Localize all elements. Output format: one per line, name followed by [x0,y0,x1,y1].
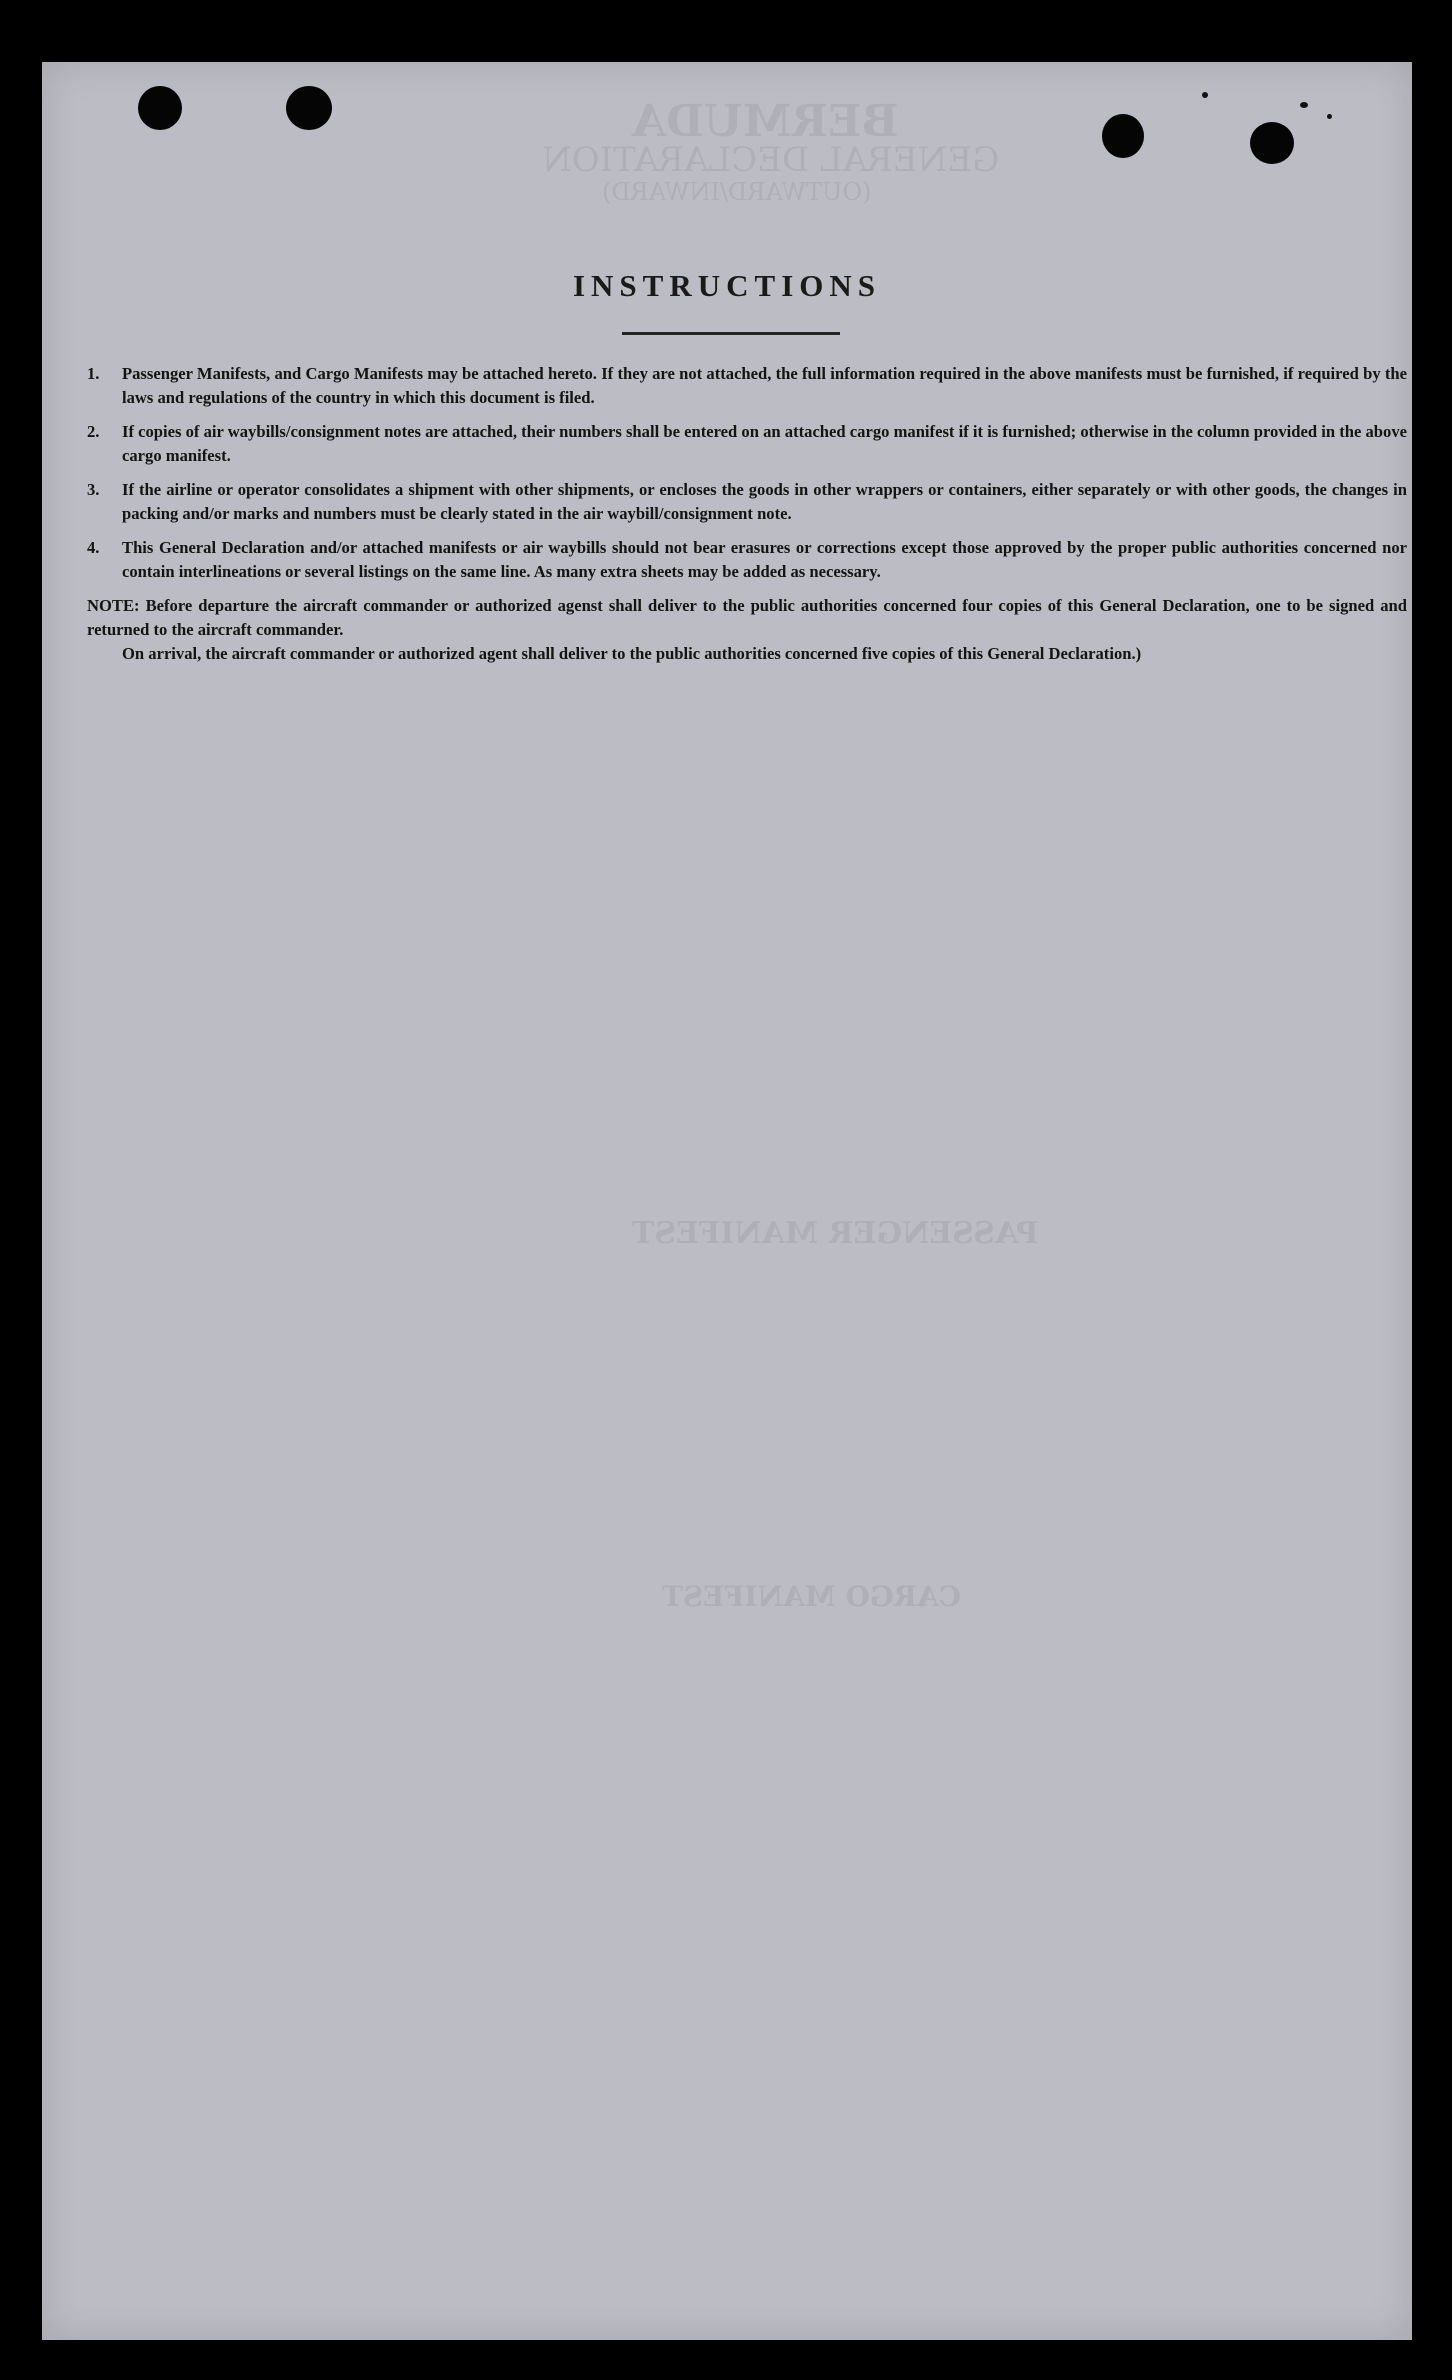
page-title: INSTRUCTIONS [572,268,881,303]
punch-hole [286,86,332,130]
instruction-item [87,420,1407,467]
note-label: NOTE: [87,596,140,615]
title-underline [622,332,840,335]
show-through-subheading-2: (OUTWARD/INWARD) [602,178,872,206]
note-second-paragraph: On arrival, the aircraft commander or authorized agent shall deliver to the public authorities concerned five copies of this General Declaration.) [122,644,1142,663]
item-text: Passenger Manifests, and Cargo Manifests may be attached hereto. If they are not attached, the full information required in the above manifests must be furnished, if required by the laws and regulations of the country in which this document is filed. [122,364,1407,407]
item-text: If copies of air waybills/consignment notes are attached, their numbers shall be entered on an attached cargo manifest if it is furnished; otherwise in the column provided in the above cargo manifest. [122,422,1407,465]
instruction-item [87,536,1407,583]
document-page [42,62,1412,2340]
note-first-text: Before departure the aircraft commander or authorized agenst shall deliver to the public authorities concerned four copies of this General Declaration, one to be signed and returned to the aircraft commander. [87,596,1407,639]
instructions-list [87,362,1407,666]
note-first-paragraph [87,594,1407,641]
show-through-heading: BERMUDA [632,96,899,147]
item-number: 1. [87,364,100,383]
speck [1327,114,1332,119]
punch-hole [1250,122,1294,164]
punch-hole [1102,114,1144,158]
item-number: 2. [87,422,100,441]
speck [1202,92,1208,98]
instruction-item [87,478,1407,525]
item-number: 3. [87,480,100,499]
show-through-cargo: CARGO MANIFEST [662,1580,962,1613]
show-through-passenger: PASSENGER MANIFEST [632,1216,1039,1251]
item-number: 4. [87,538,100,557]
item-text: This General Declaration and/or attached manifests or air waybills should not bear erasures or corrections except those approved by the proper public authorities concerned nor contain interlineations or several listings on the same line. As many extra sheets may be added as necessary. [122,538,1407,581]
show-through-subheading: GENERAL DECLARATION [542,140,1000,180]
speck [1300,102,1308,108]
punch-hole [138,86,182,130]
item-text: If the airline or operator consolidates a shipment with other shipments, or encloses the goods in other wrappers or containers, either separately or with other goods, the changes in packing and/or marks and numbers must be clearly stated in the air waybill/consignment note. [122,480,1407,523]
note-block [87,594,1407,666]
instruction-item [87,362,1407,409]
